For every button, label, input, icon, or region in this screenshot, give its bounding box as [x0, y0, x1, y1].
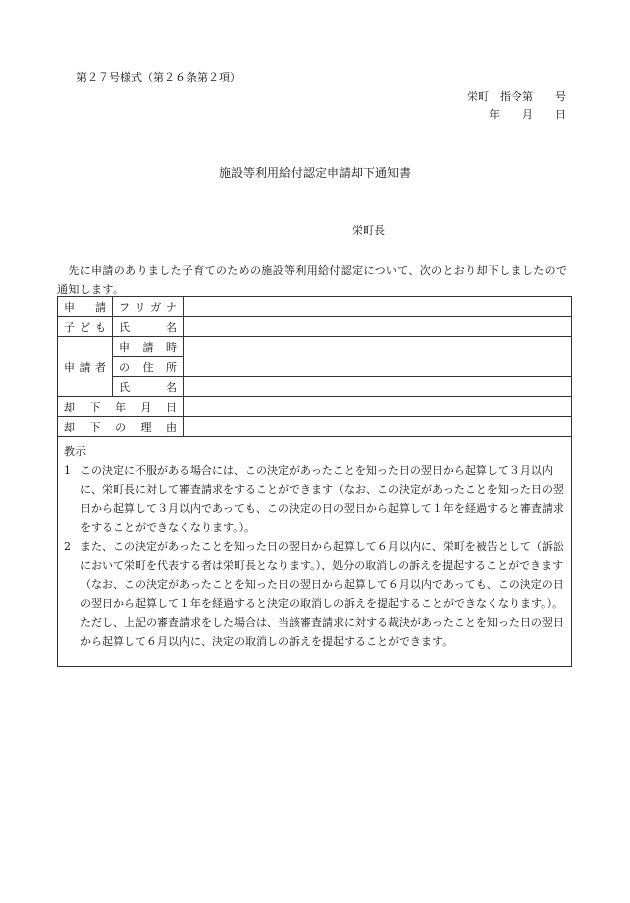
instruction-text: また、この決定があったことを知った日の翌日から起算して６月以内に、栄町を被告として（訴訟において栄町を代表する者は栄町長となります。）、処分の取消しの訴えを提起することができます（なお、この決定があったことを知った日の翌日から起算して６月以内であっても、この決定の日の翌日から起算して１年を経過すると決定の取消しの訴えを提起することができなくなります。）。ただし、上記の審査請求をした場合は、当該審査請求に対する裁決があったことを知った日の翌日から起算して６月以内に、決定の取消しの訴えを提起することができます。: [80, 540, 564, 648]
child-name-value: [184, 317, 572, 337]
furigana-label: フリガナ: [113, 297, 184, 317]
instruction-item-1: [64, 461, 565, 537]
applicant-address-label-2: の住所: [113, 357, 184, 377]
instructions-heading: 教示: [64, 445, 86, 458]
instruction-number: 1: [64, 464, 71, 477]
table-row: [58, 417, 572, 437]
child-group-label-2: 子ども: [58, 317, 113, 337]
reject-reason-value: [184, 417, 572, 437]
reject-date-label: 却下年月日: [58, 397, 184, 417]
applicant-name-label: 氏名: [113, 377, 184, 397]
table-row: [58, 397, 572, 417]
instruction-text: この決定に不服がある場合には、この決定があったことを知った日の翌日から起算して３月以内に、栄町長に対して審査請求をすることができます（なお、この決定があったことを知った日の翌日から起算して３月以内であっても、この決定の日の翌日から起算して１年を経過すると審査請求をすることができなくなります。）。: [80, 464, 564, 534]
intro-text: 先に申請のありました子育てのための施設等利用給付認定について、次のとおり却下しましたので通知します。: [57, 264, 568, 296]
furigana-value: [184, 297, 572, 317]
document-title: 施設等利用給付認定申請却下通知書: [218, 166, 411, 180]
applicant-address-label-1: 申請時: [113, 337, 184, 357]
issue-number: 栄町 指令第 号: [467, 90, 566, 103]
reject-reason-label: 却下の理由: [58, 417, 184, 437]
table-row: [58, 297, 572, 317]
instructions-box: [57, 436, 572, 667]
notice-table: [57, 296, 572, 437]
form-number: 第２７号様式（第２６条第２項）: [76, 71, 241, 84]
instruction-number: 2: [64, 540, 71, 553]
issuer-name: 栄町長: [352, 224, 385, 237]
table-row: [58, 317, 572, 337]
applicant-group-label: 申請者: [58, 337, 113, 397]
applicant-name-value: [184, 377, 572, 397]
table-row: [58, 337, 572, 357]
child-name-label: 氏名: [113, 317, 184, 337]
reject-date-value: [184, 397, 572, 417]
child-group-label: 申 請: [58, 297, 113, 317]
instruction-item-2: [64, 537, 565, 651]
table-row: [58, 377, 572, 397]
issue-date: 年 月 日: [489, 108, 566, 121]
applicant-address-value: [184, 337, 572, 377]
